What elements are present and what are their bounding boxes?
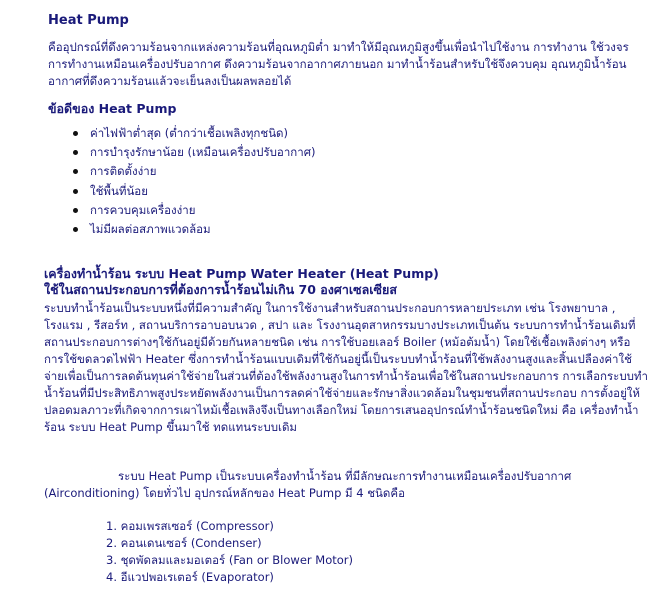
- advantages-list: [88, 124, 316, 239]
- list-item: 2. คอนเดนเซอร์ (Condenser): [106, 536, 262, 550]
- list-item: ค่าไฟฟ้าต่ำสุด (ต่ำกว่าเชื้อเพลิงทุกชนิด): [88, 124, 316, 143]
- heater-heading-line2: ใช้ในสถานประกอบการที่ต้องการน้ำร้อนไม่เกิน 70 องศาเซลเซียส: [44, 282, 397, 297]
- list-item: 1. คอมเพรสเซอร์ (Compressor): [106, 519, 274, 533]
- components-list: [106, 518, 353, 586]
- intro-paragraph: คืออุปกรณ์ที่ดึงความร้อนจากแหล่งความร้อนที่อุณหภูมิต่ำ มาทำให้มีอุณหภูมิสูงขึ้นเพื่อนำไปใช้งาน การทำงาน ใช้วงจรการทำงานเหมือนเครื่องปรับอากาศ ดึงความร้อนจากอากาศภายนอก มาทำน้ำร้อนสำหรับใช้จึงควบคุม อุณหภูมิน้ำร้อน อากาศที่ดึงความร้อนแล้วจะเย็นลงเป็นผลพลอยได้: [48, 40, 629, 88]
- system-paragraph: ระบบ Heat Pump เป็นระบบเครื่องทำน้ำร้อน ที่มีลักษณะการทำงานเหมือนเครื่องปรับอากาศ (Airconditioning) โดยทั่วไป อุปกรณ์หลักของ Heat Pump มี 4 ชนิดคือ: [44, 469, 572, 500]
- list-item: การติดตั้งง่าย: [88, 162, 316, 181]
- list-item: การควบคุมเครื่องง่าย: [88, 201, 316, 220]
- heater-paragraph: ระบบทำน้ำร้อนเป็นระบบหนึ่งที่มีความสำคัญ ในการใช้งานสำหรับสถานประกอบการหลายประเภท เช่น โรงพยาบาล , โรงแรม , รีสอร์ท , สถานบริการอาบอบนวด , สปา และ โรงงานอุตสาหกรรมบางประเภทเป็นต้น ระบบการทำน้ำร้อนเดิมที่สถานประกอบการต่างๆใช้กันอยู่มีด้วยกันหลายชนิด เช่น การใช้บอยเลอร์ Boiler (หม้อต้มน้ำ) โดยใช้เชื้อเพลิงต่างๆ หรือการใช้ขดลวดไฟฟ้า Heater ซึ่งการทำน้ำร้อนแบบเดิมที่ใช้กันอยู่นี้เป็นระบบทำน้ำร้อนที่ใช้พลังงานสูงและสิ้นเปลืองค่าใช้จ่ายเพื่อเป็นการลดต้นทุนค่าใช้จ่ายในส่วนที่ต้องใช้พลังงานสูงในการทำน้ำร้อนเพื่อใช้ในสถานประกอบการ การเลือกระบบทำน้ำร้อนที่มีประสิทธิภาพสูงประหยัดพลังงานเป็นการลดค่าใช้จ่ายและรักษาสิ่งแวดล้อมในชุมชนที่สถานประกอบ การตั้งอยู่ให้ปลอดมลภาวะที่เกิดจากการเผาไหม้เชื้อเพลิงจึงเป็นทางเลือกใหม่ โดยการเสนออุปกรณ์ทำน้ำร้อนชนิดใหม่ คือ เครื่องทำน้ำร้อน ระบบ Heat Pump ขึ้นมาใช้ ทดแทนระบบเดิม: [44, 301, 648, 434]
- list-item: 3. ชุดพัดลมและมอเตอร์ (Fan or Blower Motor): [106, 553, 353, 567]
- advantages-heading: ข้อดีของ Heat Pump: [48, 101, 177, 116]
- heater-heading: [44, 266, 644, 298]
- list-item: ใช้พื้นที่น้อย: [88, 182, 316, 201]
- list-item: ไม่มีผลต่อสภาพแวดล้อม: [88, 220, 316, 239]
- list-item: 4. อีแวปพอเรเตอร์ (Evaporator): [106, 570, 274, 584]
- heater-heading-line1: เครื่องทำน้ำร้อน ระบบ Heat Pump Water Heater (Heat Pump): [44, 266, 439, 281]
- list-item: การบำรุงรักษาน้อย (เหมือนเครื่องปรับอากาศ): [88, 143, 316, 162]
- page-title: Heat Pump: [48, 13, 129, 28]
- system-paragraph-block: [44, 468, 644, 502]
